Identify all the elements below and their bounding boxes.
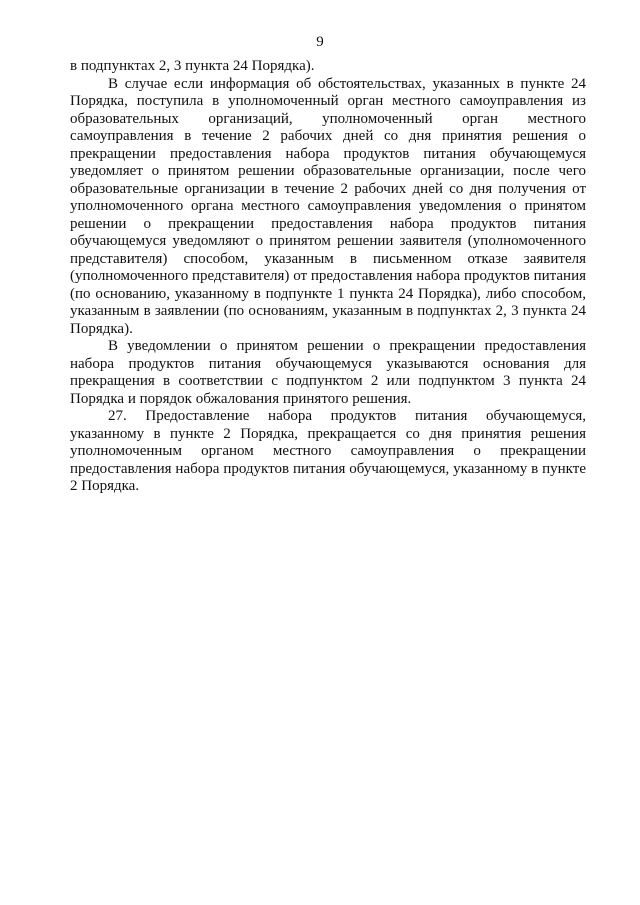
paragraph-continuation: в подпунктах 2, 3 пункта 24 Порядка). <box>70 58 315 74</box>
paragraph-item-27: 27. Предоставление набора продуктов питания обучающемуся, указанному в пункте 2 Порядка, прекращается со дня принятия решения уполномоченным органом местного самоуправления о прекращении предоставления набора продуктов питания обучающемуся, указанному в пункте 2 Порядка. <box>70 408 586 494</box>
paragraph-notification-contents: В уведомлении о принятом решении о прекращении предоставления набора продуктов питания обучающемуся указываются основания для прекращения в соответствии с подпунктом 2 или подпунктом 3 пункта 24 Порядка и порядок обжалования принятого решения. <box>70 338 586 407</box>
paragraph-notification-procedure: В случае если информация об обстоятельствах, указанных в пункте 24 Порядка, поступила в уполномоченный орган местного самоуправления из образовательных организаций, уполномоченный орган местного самоуправления в течение 2 рабочих дней со дня принятия решения о прекращении предоставления набора продуктов питания обучающемуся уведомляет о принятом решении образовательные организации, после чего образовательные организации в течение 2 рабочих дней со дня получения от уполномоченного органа местного самоуправления уведомления о принятом решении о прекращении предоставления набора продуктов питания обучающемуся уведомляют о принятом решении заявителя (уполномоченного представителя) способом, указанным в письменном отказе заявителя (уполномоченного представителя) от предоставления набора продуктов питания (по основанию, указанному в подпункте 1 пункта 24 Порядка), либо способом, указанным в заявлении (по основаниям, указанным в подпунктах 2, 3 пункта 24 Порядка). <box>70 75 586 337</box>
page-number: 9 <box>316 34 324 50</box>
document-body <box>70 58 586 496</box>
